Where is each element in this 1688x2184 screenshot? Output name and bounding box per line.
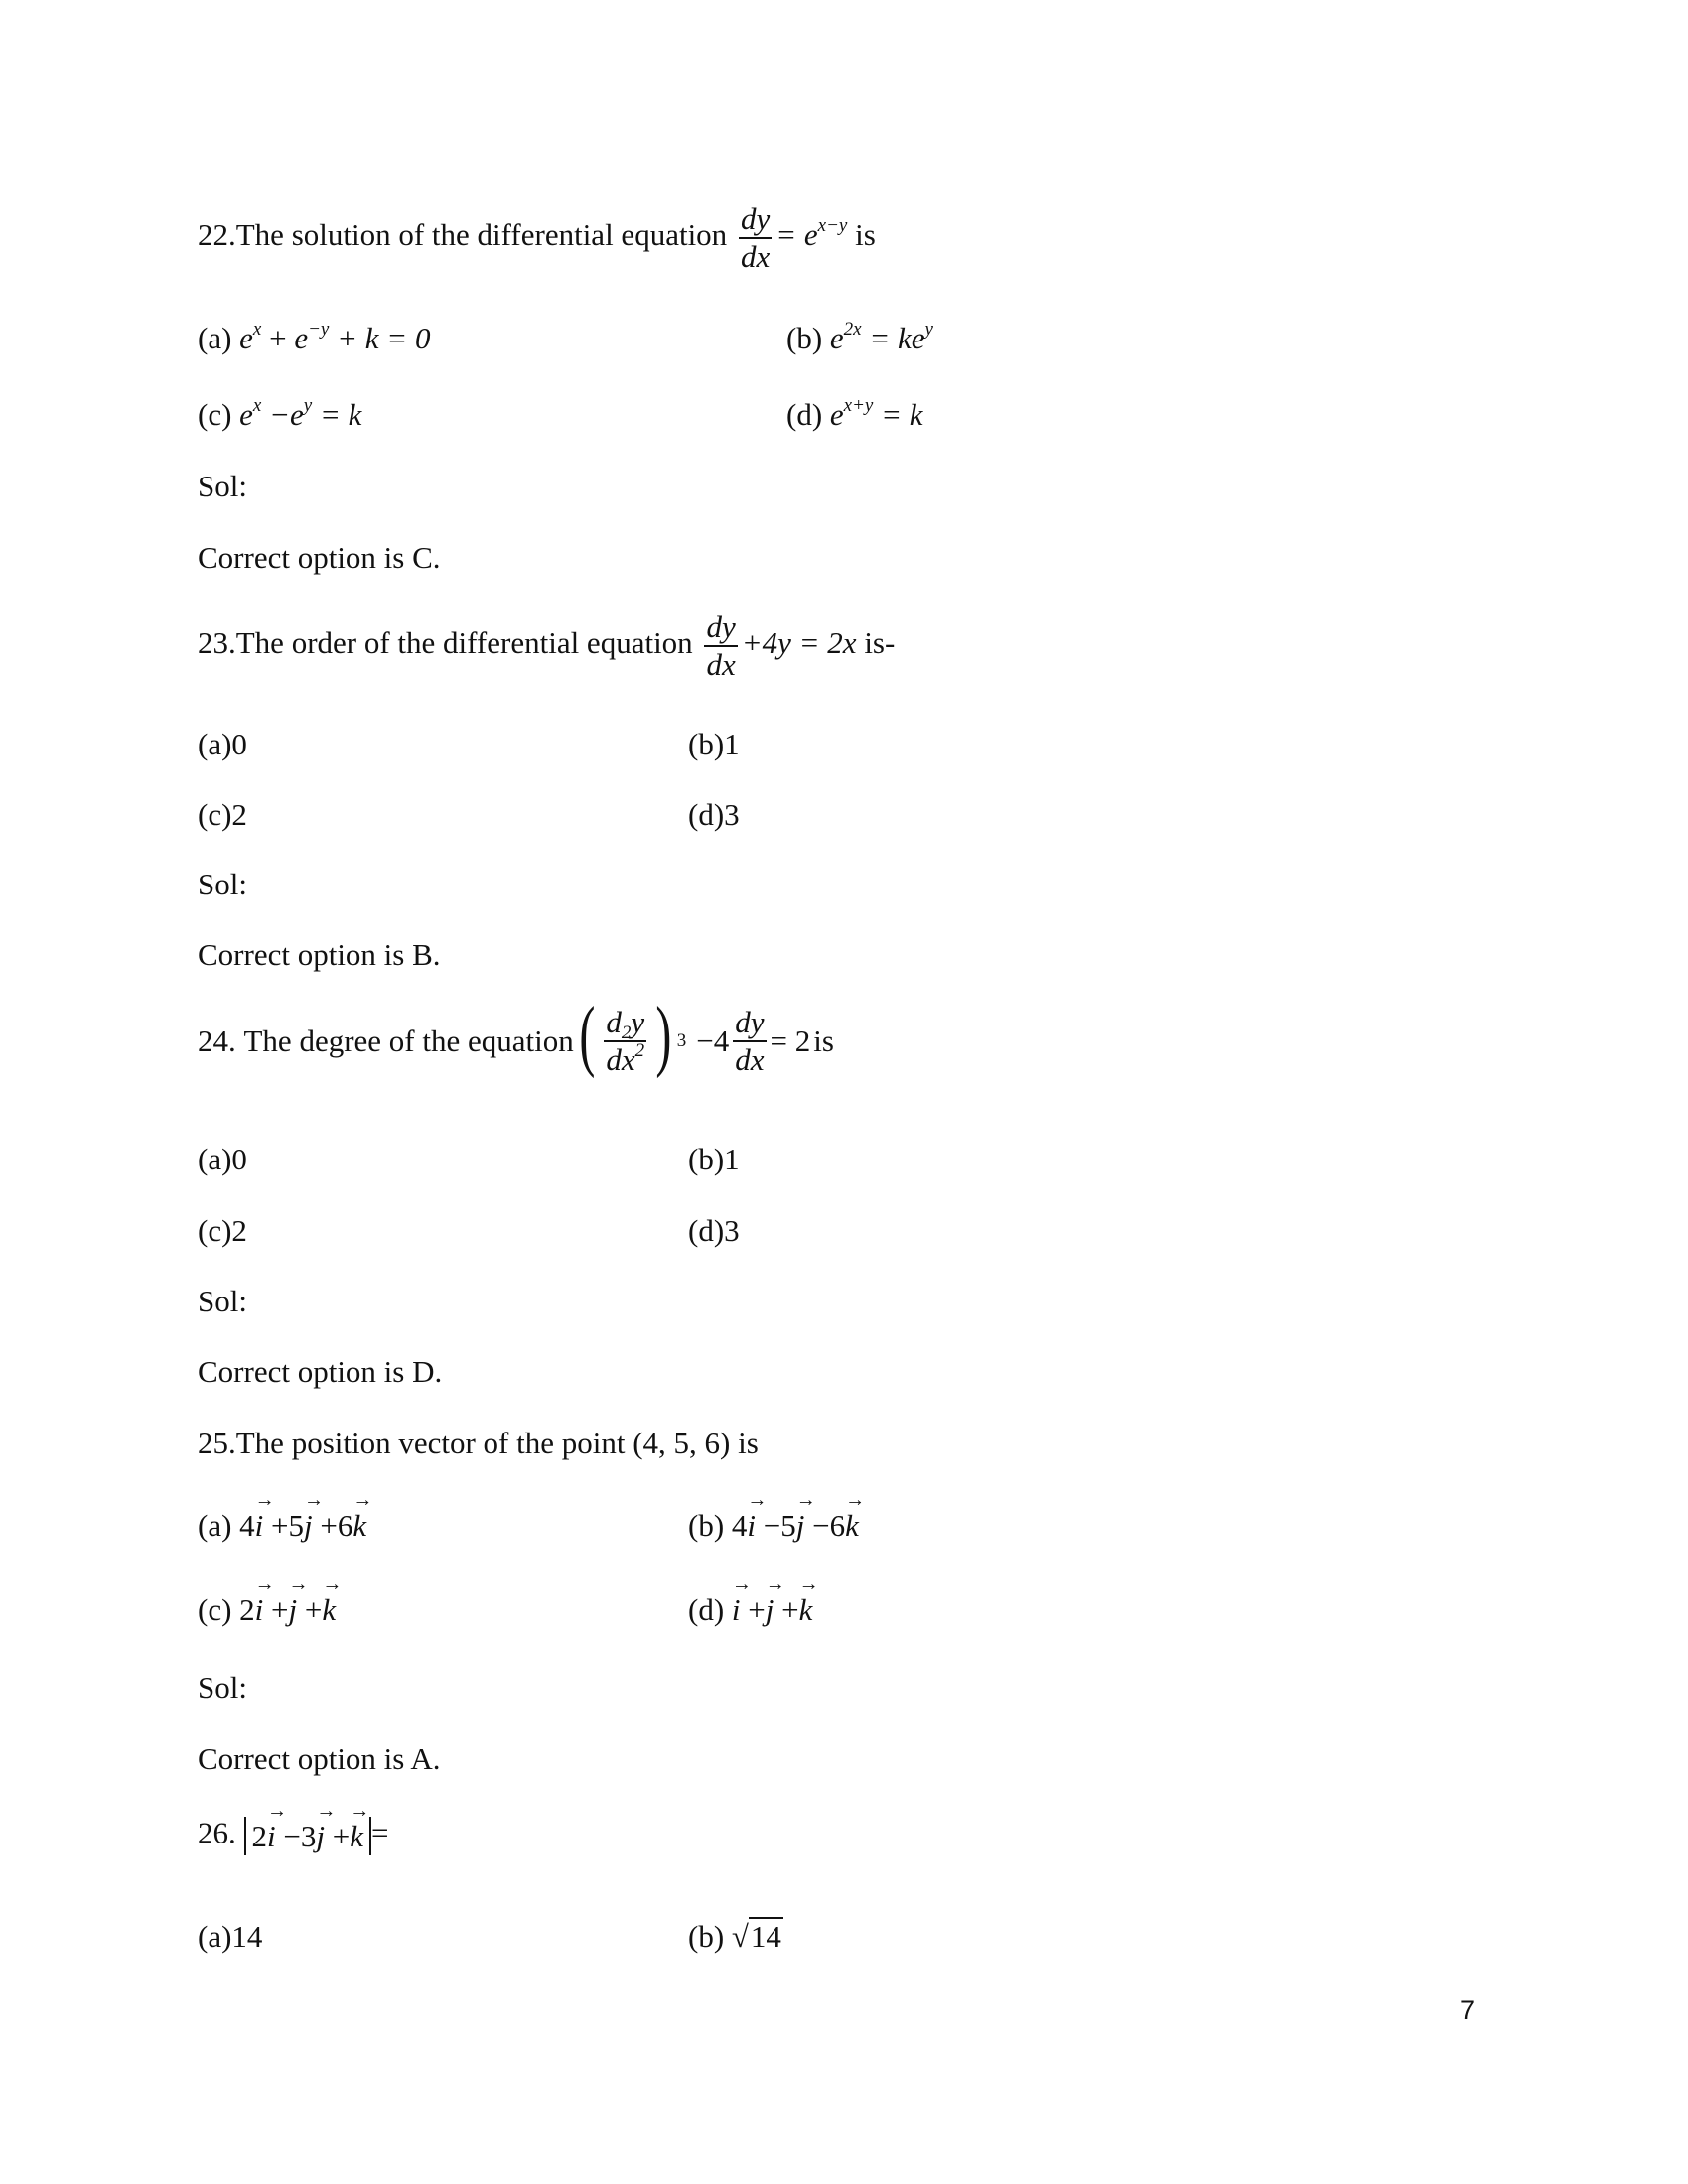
q24-option-a[interactable]: (a)0 bbox=[198, 1142, 247, 1176]
q25-stem-text: The position vector of the point bbox=[235, 1426, 626, 1460]
q26-option-b[interactable]: (b) √14 bbox=[688, 1919, 781, 1954]
vector-i: → i bbox=[255, 1510, 264, 1541]
vector-i: → i bbox=[747, 1510, 756, 1541]
q26-stem: 26. 2→ i −3→ j +→ k = bbox=[198, 1817, 388, 1855]
q25-option-d[interactable]: (d) → i +→ j +→ k bbox=[688, 1594, 812, 1625]
q23-stem-text: The order of the differential equation bbox=[235, 624, 693, 660]
vector-i: → i bbox=[732, 1594, 741, 1625]
q26-magnitude: 2→ i −3→ j +→ k bbox=[244, 1817, 371, 1855]
q22-answer: Correct option is C. bbox=[198, 540, 441, 575]
q26-number: 26. bbox=[198, 1815, 236, 1850]
q25-sol-label: Sol: bbox=[198, 1670, 247, 1705]
vector-j: → j bbox=[304, 1510, 313, 1541]
q26-option-a[interactable]: (a)14 bbox=[198, 1919, 263, 1954]
q22-option-c[interactable]: (c) $e^x -e^y = k$ bbox=[198, 395, 362, 432]
q24-sol-label: Sol: bbox=[198, 1284, 247, 1318]
q25-option-b[interactable]: (b) 4→ i −5→ j −6→ k bbox=[688, 1510, 859, 1541]
q23-stem: 23.The order of the differential equation $\frac{dy}{dx}$ +4y = 2x is- bbox=[198, 610, 896, 682]
q23-number: 23. bbox=[198, 624, 236, 660]
q22-number: 22. bbox=[198, 216, 236, 252]
q24-inner-fraction: $\frac{d_2y}{dx^2}$ bbox=[606, 1005, 645, 1077]
q25-option-a[interactable]: (a) 4→ i +5→ j +6→ k bbox=[198, 1510, 366, 1541]
vector-j: → j bbox=[316, 1821, 325, 1851]
right-paren-icon: ) bbox=[655, 991, 672, 1079]
q23-option-a[interactable]: (a)0 bbox=[198, 727, 247, 761]
q24-stem: 24. The degree of the equation ( $\frac{d_2y}{dx^2}$ ) 3 −4 $\frac{dy}{dx}$ = 2 is bbox=[198, 991, 834, 1079]
q22-stem-text: The solution of the differential equation bbox=[235, 216, 728, 252]
q25-option-c[interactable]: (c) 2→ i +→ j +→ k bbox=[198, 1594, 336, 1625]
page-number: 7 bbox=[1460, 1995, 1476, 2025]
square-root-icon: √14 bbox=[731, 1919, 781, 1954]
vector-k: → k bbox=[799, 1594, 813, 1625]
q22-option-a[interactable]: (a) $e^x + e^{-y} + k = 0$ bbox=[198, 319, 431, 355]
q25-answer: Correct option is A. bbox=[198, 1741, 441, 1776]
q24-option-d[interactable]: (d)3 bbox=[688, 1213, 740, 1248]
q24-answer: Correct option is D. bbox=[198, 1354, 443, 1389]
q25-number: 25. bbox=[198, 1426, 236, 1460]
q23-fraction: $\frac{dy}{dx}$ bbox=[706, 610, 736, 682]
vector-k: → k bbox=[350, 1821, 363, 1851]
q23-answer: Correct option is B. bbox=[198, 937, 441, 972]
q22-sol-label: Sol: bbox=[198, 469, 247, 503]
vector-j: → j bbox=[289, 1594, 298, 1625]
q25-stem: 25.The position vector of the point (4, 5, 6) is bbox=[198, 1426, 759, 1460]
q24-option-c[interactable]: (c)2 bbox=[198, 1213, 247, 1248]
q22-fraction: $\frac{dy}{dx}$ bbox=[740, 202, 771, 274]
q24-option-b[interactable]: (b)1 bbox=[688, 1142, 740, 1176]
q24-fraction: $\frac{dy}{dx}$ bbox=[735, 1005, 765, 1077]
q22-stem: 22.The solution of the differential equation $\frac{dy}{dx}$ = $e^{x-y}$ is bbox=[198, 202, 876, 274]
q23-option-c[interactable]: (c)2 bbox=[198, 797, 247, 832]
q22-option-d[interactable]: (d) $e^{x+y} = k$ bbox=[786, 395, 923, 432]
q23-option-d[interactable]: (d)3 bbox=[688, 797, 740, 832]
vector-i: → i bbox=[267, 1821, 276, 1851]
q24-number: 24. bbox=[198, 1024, 236, 1059]
vector-j: → j bbox=[766, 1594, 774, 1625]
vector-k: → k bbox=[322, 1594, 336, 1625]
q23-sol-label: Sol: bbox=[198, 867, 247, 901]
vector-i: → i bbox=[255, 1594, 264, 1625]
left-paren-icon: ( bbox=[579, 991, 596, 1079]
vector-k: → k bbox=[845, 1510, 859, 1541]
vector-k: → k bbox=[352, 1510, 366, 1541]
q22-option-b[interactable]: (b) $e^{2x} = ke^y$ bbox=[786, 319, 933, 355]
vector-j: → j bbox=[796, 1510, 805, 1541]
q24-stem-text: The degree of the equation bbox=[243, 1024, 574, 1059]
q23-option-b[interactable]: (b)1 bbox=[688, 727, 740, 761]
